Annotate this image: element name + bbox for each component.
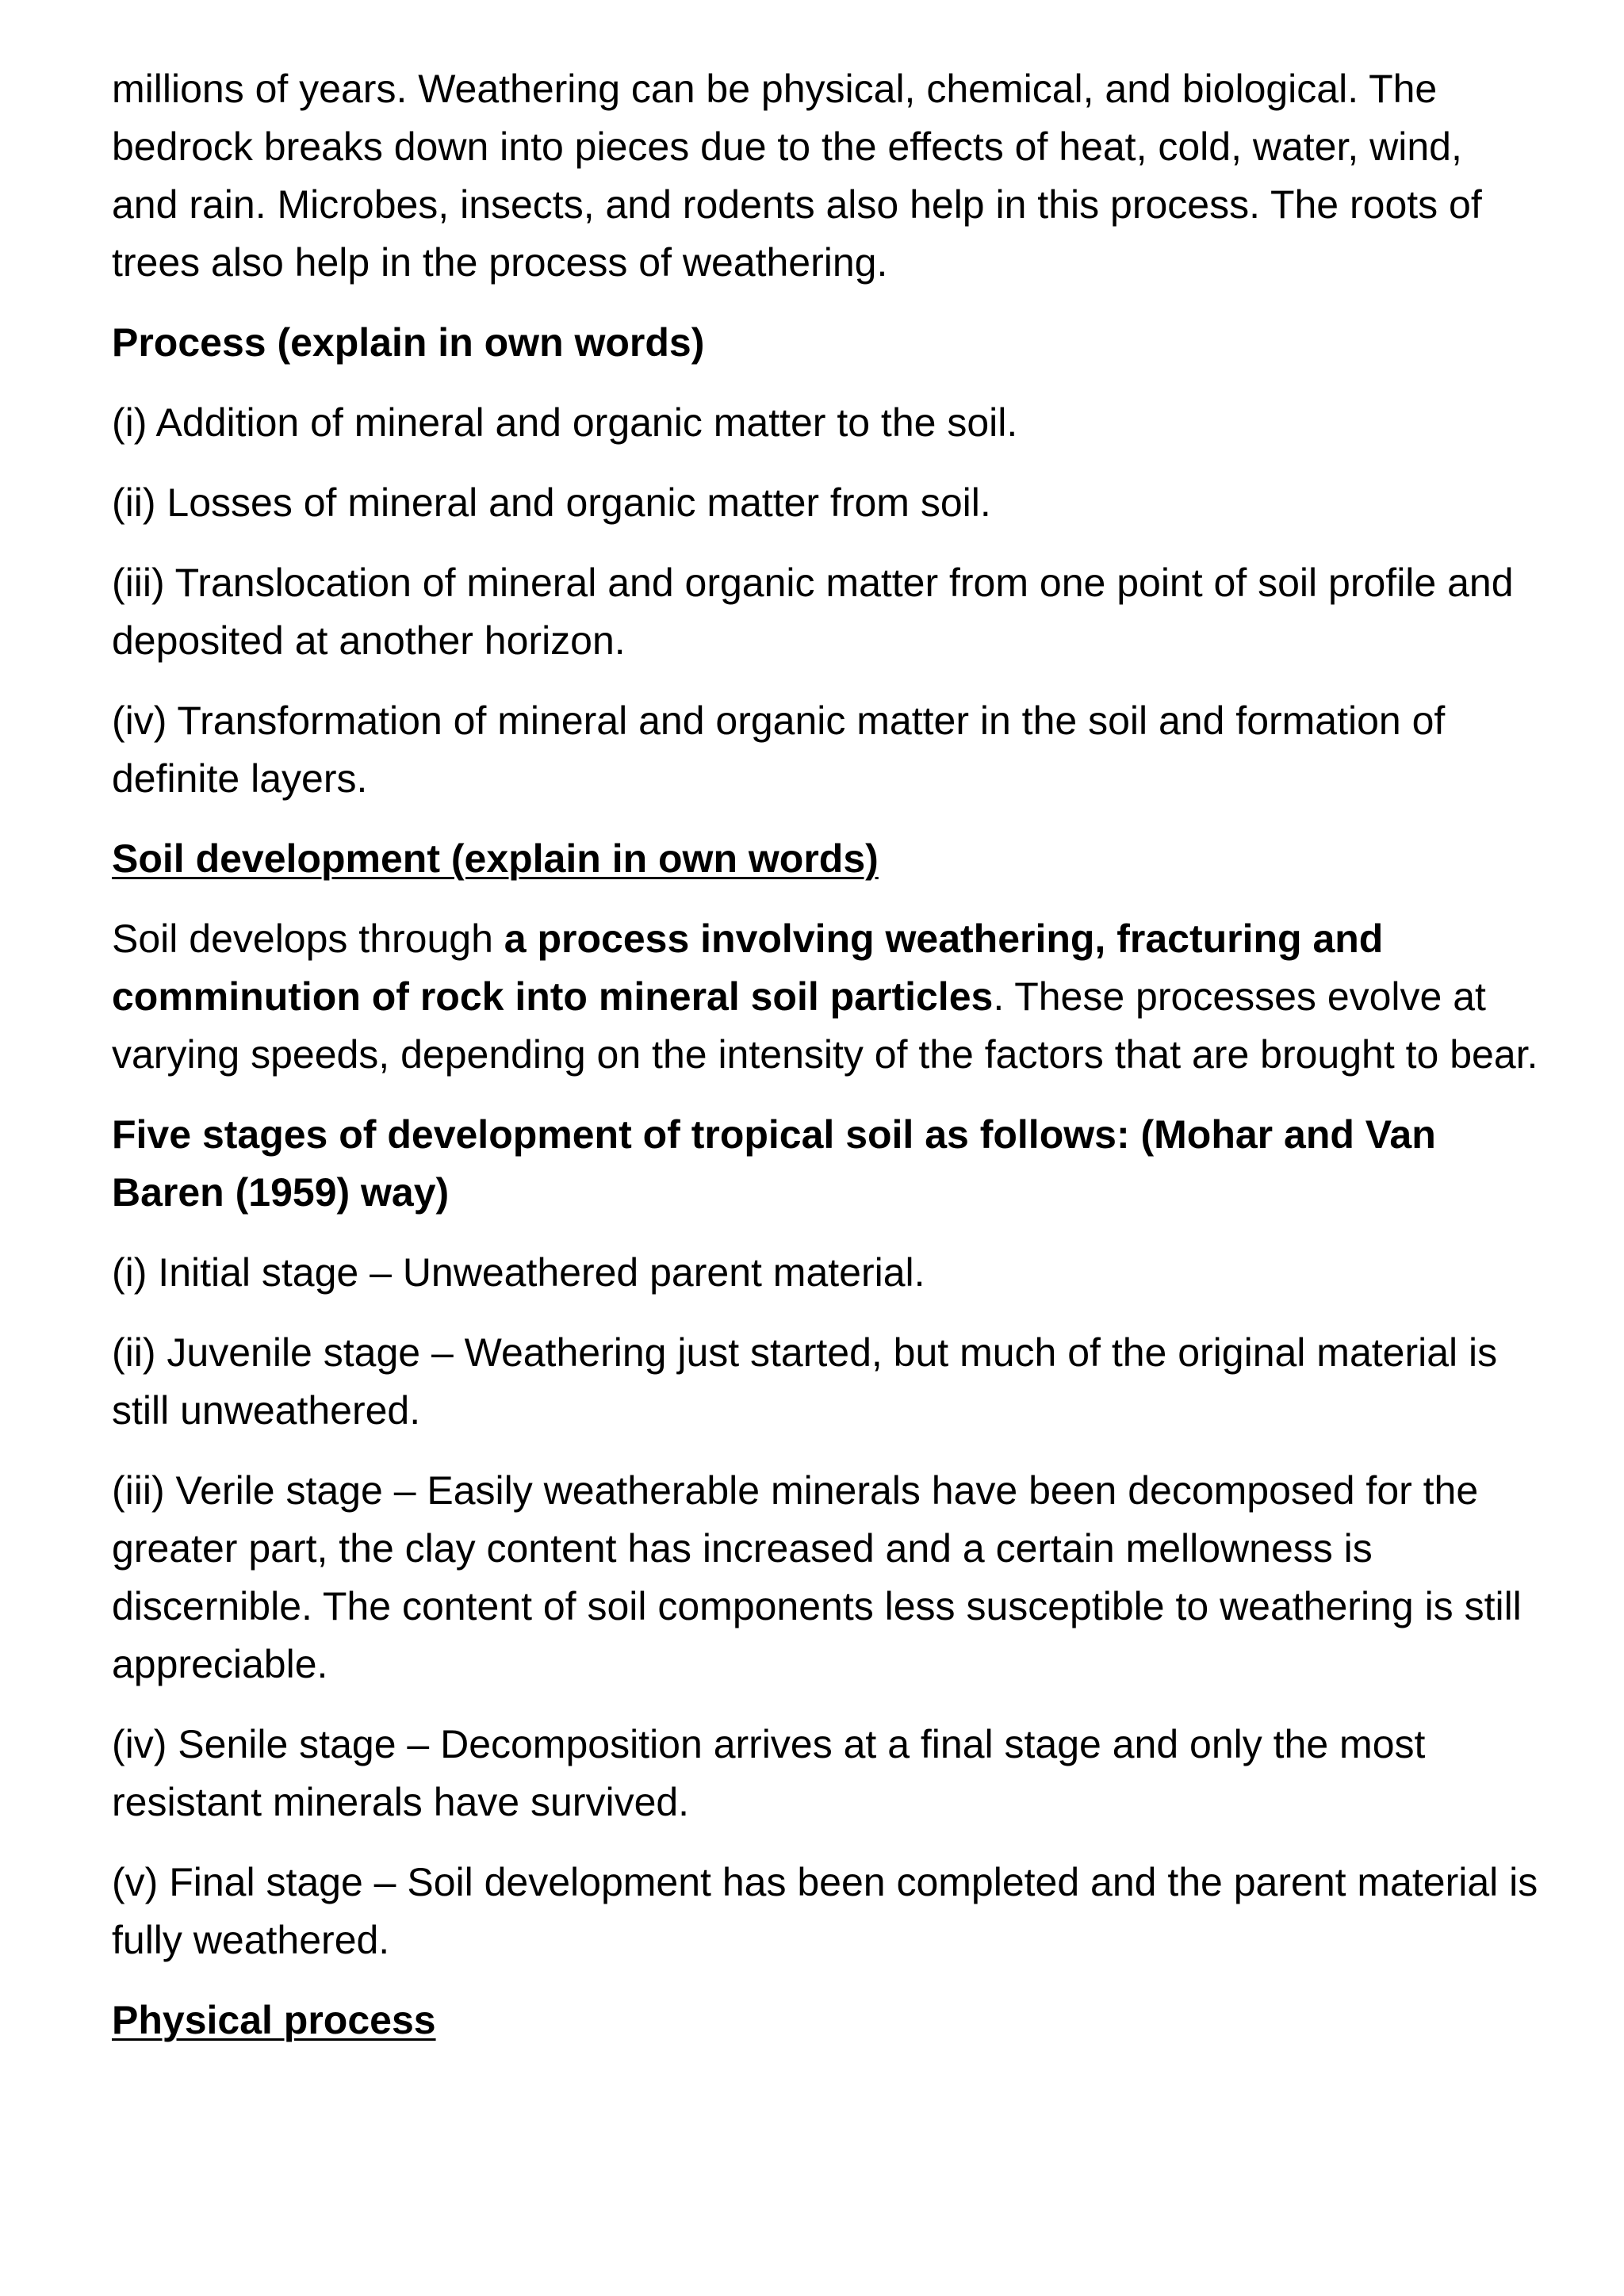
- stages-heading: Five stages of development of tropical soil as follows: (Mohar and Van Baren (1959) way): [112, 1112, 1436, 1215]
- document-page: [112, 60, 1539, 2072]
- soil-development-text-bold: a process involving weathering, fracturing and comminution of rock into mineral soil particles: [112, 916, 1384, 1019]
- soil-development-paragraph: [112, 910, 1539, 1084]
- process-item-3: (iii) Translocation of mineral and organic matter from one point of soil profile and deposited at another horizon.: [112, 561, 1514, 663]
- stage-item-4: (iv) Senile stage – Decomposition arrives at a final stage and only the most resistant minerals have survived.: [112, 1722, 1426, 1824]
- soil-development-heading: Soil development (explain in own words): [112, 836, 879, 881]
- stage-item-1: (i) Initial stage – Unweathered parent material.: [112, 1250, 925, 1295]
- physical-process-heading: Physical process: [112, 1998, 436, 2042]
- intro-paragraph: millions of years. Weathering can be physical, chemical, and biological. The bedrock breaks down into pieces due to the effects of heat, cold, water, wind, and rain. Microbes, insects, and rodents also help in this process. The roots of trees also help in the process of weathering.: [112, 67, 1482, 285]
- process-heading: Process (explain in own words): [112, 320, 705, 365]
- soil-development-text-after: . These processes evolve at varying speeds, depending on the intensity of the factors that are brought to bear.: [112, 974, 1538, 1077]
- process-item-2: (ii) Losses of mineral and organic matter from soil.: [112, 480, 991, 525]
- process-item-4: (iv) Transformation of mineral and organic matter in the soil and formation of definite layers.: [112, 698, 1446, 801]
- soil-development-text-before: Soil develops through: [112, 916, 504, 961]
- stage-item-5: (v) Final stage – Soil development has been completed and the parent material is fully weathered.: [112, 1860, 1538, 1962]
- stage-item-2: (ii) Juvenile stage – Weathering just started, but much of the original material is still unweathered.: [112, 1330, 1498, 1433]
- stage-item-3: (iii) Verile stage – Easily weatherable minerals have been decomposed for the greater part, the clay content has increased and a certain mellowness is discernible. The content of soil components less susceptible to weathering is still appreciable.: [112, 1468, 1522, 1686]
- process-item-1: (i) Addition of mineral and organic matter to the soil.: [112, 400, 1018, 445]
